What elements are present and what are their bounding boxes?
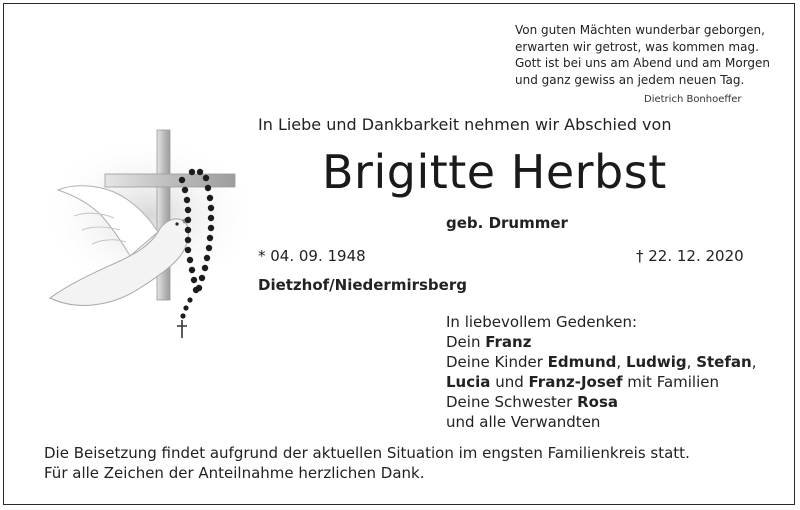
mourner-name: Franz — [485, 333, 532, 351]
poem-line: und ganz gewiss an jedem neuen Tag. — [515, 72, 745, 87]
mourner-line-husband — [446, 332, 756, 352]
deceased-name: Brigitte Herbst — [322, 145, 667, 199]
maiden-name: geb. Drummer — [446, 214, 568, 232]
mourner-line-relatives: und alle Verwandten — [446, 413, 601, 431]
mourner-suffix: mit Familien — [627, 373, 719, 391]
mourner-name: Stefan — [696, 353, 752, 371]
death-date: † 22. 12. 2020 — [636, 247, 744, 265]
cross-dove-rosary-icon — [30, 120, 260, 345]
mourner-name: Edmund — [547, 353, 617, 371]
footer-note — [44, 443, 690, 483]
mourner-line-children: Deine Kinder Edmund, Ludwig, Stefan, — [446, 353, 757, 371]
funeral-note: Die Beisetzung findet aufgrund der aktuellen Situation im engsten Familienkreis statt. — [44, 444, 690, 462]
mourner-conjunction: und — [495, 373, 524, 391]
poem-line: Von guten Mächten wunderbar geborgen, — [515, 23, 765, 37]
mourner-name: Franz-Josef — [528, 373, 623, 391]
poem-author: Dietrich Bonhoeffer — [644, 94, 742, 105]
mourner-line-children-2 — [446, 372, 756, 392]
mourner-prefix: Deine Kinder — [446, 353, 543, 371]
mourner-name: Ludwig — [625, 353, 687, 371]
farewell-intro: In Liebe und Dankbarkeit nehmen wir Abschied von — [258, 115, 672, 134]
thanks-note: Für alle Zeichen der Anteilnahme herzlichen Dank. — [44, 464, 425, 482]
poem-line: erwarten wir getrost, was kommen mag. — [515, 39, 759, 54]
mourner-prefix: Dein — [446, 333, 481, 351]
mourner-line-sister — [446, 392, 756, 412]
birth-date: * 04. 09. 1948 — [258, 247, 366, 265]
mourner-name: Lucia — [446, 373, 491, 391]
poem-line: Gott ist bei uns am Abend und am Morgen — [515, 56, 771, 70]
mourners-block — [446, 312, 756, 432]
mourner-prefix: Deine Schwester — [446, 393, 573, 411]
poem — [515, 22, 785, 88]
mourner-name: Rosa — [577, 393, 619, 411]
mourners-heading: In liebevollem Gedenken: — [446, 313, 638, 331]
hometown: Dietzhof/Niedermirsberg — [258, 276, 467, 294]
